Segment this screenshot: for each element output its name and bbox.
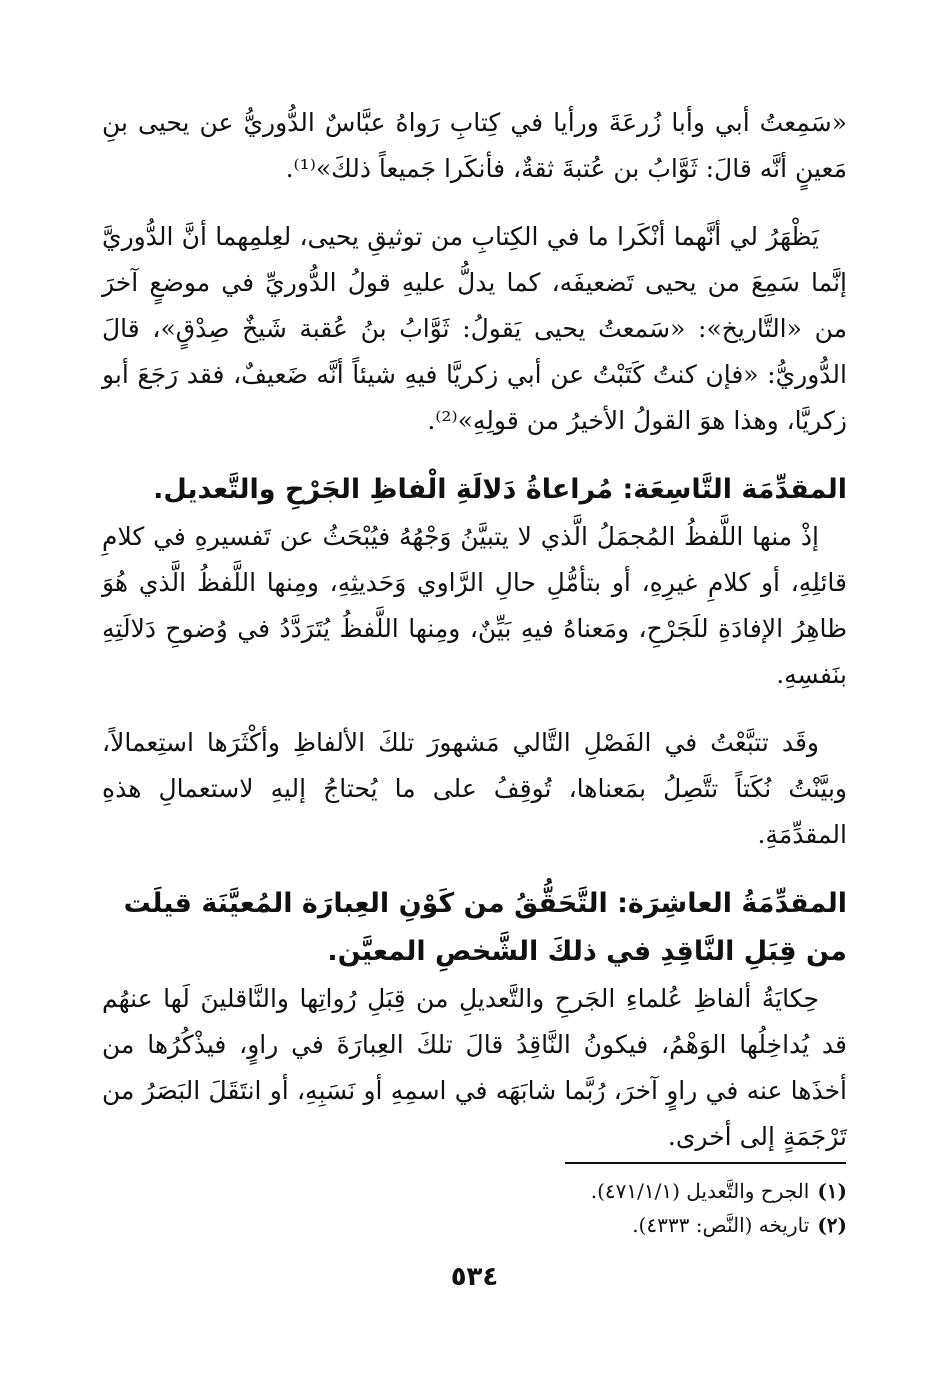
paragraph-section-9-a: إذْ منها اللَّفظُ المُجمَلُ الَّذي لا يتبيَّنُ وَجْهُهُ فيُبْحَثُ عن تَفسيرهِ في كلامِ قائلِهِ، أو كلامِ غيرِهِ، أو بتأمُّلِ حالِ الرَّاوي وَحَديثِهِ، ومِنها اللَّفظُ الَّذي هُوَ ظاهِرُ الإفادَةِ للَجَرْحِ، ومَعناهُ فيهِ بَيِّنٌ، ومِنها اللَّفظُ يُتَرَدَّدُ في وُضوحِ دَلالَتِهِ بنَفسِهِ. [102,522,847,689]
footnote-number: (١) [817,1179,847,1203]
footnote-number: (٢) [817,1213,847,1237]
paragraph-section-10: حِكايَةُ ألفاظِ عُلماءِ الجَرحِ والتَّعديلِ من قِبَلِ رُواتِها والنَّاقلينَ لَها عنهُم قد يُداخِلُها الوَهْمُ، فيكونُ النَّاقِدُ قالَ تلكَ العِبارَةَ في راوٍ، فيذْكُرُها من أخذَها عنه في راوٍ آخرَ، رُبَّما شابَهَه في اسمِهِ أو نَسَبِهِ، أو انتَقَلَ البَصَرُ من تَرْجَمَةٍ إلى أخرى. [102,984,848,1151]
paragraph-section-9-b: وقَد تتبَّعْتُ في الفَصْلِ التَّالي مَشهورَ تلكَ الألفاظِ وأكْثَرَها استِعمالاً، وبيَّنْتُ نُكَتاً تتَّصِلُ بمَعناها، تُوقِفُ على ما يُحتاجُ إليهِ لاستعمالِ هذهِ المقدِّمَةِ. [102,728,847,849]
footnote-item [247,1208,847,1242]
footnote-text: الجرح والتَّعديل (٤٧١/١/١). [590,1179,810,1203]
section-heading-9: المقدِّمَة التَّاسِعَة: مُراعاةُ دَلالَةِ الْفاظِ الجَرْحِ والتَّعديل. [153,474,847,505]
footnote-text: تاريخه (النَّص: ٤٣٣٣). [632,1213,810,1237]
footnote-divider [565,1162,846,1164]
footnote-item [247,1174,847,1208]
page-number: ٥٣٤ [450,1262,499,1292]
section-heading-10: المقدِّمَةُ العاشِرَة: التَّحَقُّقُ من كَوْنِ العِبارَة المُعيَّنَة قيلَت من قِبَلِ النَّاقِدِ في ذلكَ الشَّخصِ المعيَّن. [123,888,847,967]
paragraph-quote: «سَمِعتُ أبي وأبا زُرعَةَ ورأيا في كِتابِ رَواهُ عبَّاسٌ الدُّوريُّ عن يحيى بنِ مَعينٍ أنَّه قالَ: ثَوَّابُ بن عُتبةَ ثقةٌ، فأنكَرا جَميعاً ذلكَ»⁽¹⁾. [102,108,847,183]
paragraph-commentary: يَظْهَرُ لي أنَّهما أنْكَرا ما في الكِتابِ من توثيقِ يحيى، لعِلمِهما أنَّ الدُّوريَّ إنَّما سَمِعَ من يحيى تَضعيفَه، كما يدلُّ عليهِ قولُ الدُّوريِّ في موضعٍ آخرَ من «التَّاريخ»: «سَمعتُ يحيى يَقولُ: ثَوَّابُ بنُ عُقبة شَيخٌ صِدْقٍ»، قالَ الدُّوريُّ: «فإن كنتُ كَتَبْتُ عن أبي زكريَّا فيهِ شيئاً أنَّه ضَعيفٌ، فقد رَجَعَ أبو زكريَّا، وهذا هوَ القولُ الأخيرُ من قولِهِ»⁽²⁾. [102,222,847,435]
footnotes [247,1174,847,1242]
